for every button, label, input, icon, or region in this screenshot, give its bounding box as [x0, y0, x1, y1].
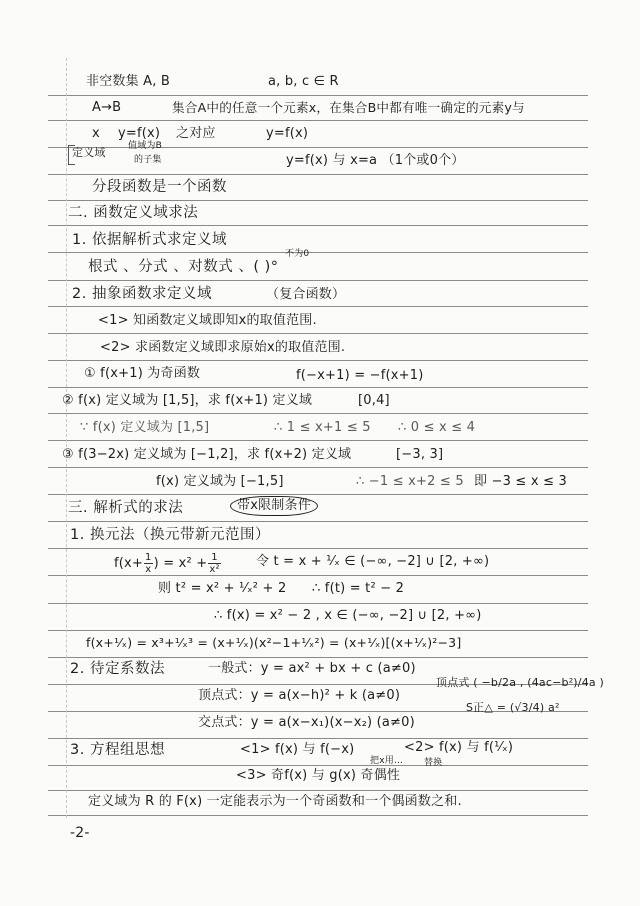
example-two-result: ∴ 0 ≤ x ≤ 4: [398, 420, 476, 435]
odd-even-decomposition: 定义域为 R 的 F(x) 一定能表示为一个奇函数和一个偶函数之和.: [88, 794, 462, 809]
rule-one-text: <1> 知函数定义域即知x的取值范围.: [98, 313, 317, 328]
fraction-one-over-x: $\frac{1}{x}$: [145, 552, 152, 575]
rule-line: [48, 657, 588, 658]
rule-line: [48, 521, 588, 522]
subset-label: 的子集: [134, 155, 162, 165]
piecewise-note: 分段函数是一个函数: [92, 179, 227, 195]
rule-line: [48, 494, 588, 495]
fx-result: ∴ f(x) = x² − 2 , x ∈ (−∞, −2] ∪ [2, +∞): [214, 608, 482, 623]
substitution-equation: [114, 552, 222, 575]
rule-line: [48, 467, 588, 468]
nonempty-sets-text: 非空数集 A, B: [86, 74, 171, 89]
example-three-answer: [−3, 3]: [396, 447, 444, 462]
general-form: 一般式：y = ax² + bx + c (a≠0): [208, 661, 416, 676]
range-label: 值域为B: [128, 141, 162, 151]
function-notation: y=f(x): [118, 126, 161, 141]
example-three-text: ③ f(3−2x) 定义域为 [−1,2]，求 f(x+2) 定义域: [62, 447, 352, 462]
real-constants-text: a, b, c ∈ R: [268, 74, 339, 89]
rule-line: [48, 413, 588, 414]
function-definition-text: 集合A中的任意一个元素x，在集合B中都有唯一确定的元素y与: [172, 100, 525, 115]
rule-line: [48, 280, 588, 281]
domain-sources-text: 根式 、分式 、对数式 、( )°: [88, 259, 279, 275]
mapping-label: A→B: [92, 100, 122, 115]
rule-line: [48, 200, 588, 201]
substitution-heading: 1. 换元法（换元带新元范围）: [70, 527, 270, 543]
fraction-one-over-x-squared: $\frac{1}{\text{x²}}$: [209, 552, 220, 575]
triangle-area-formula: S正△ = (√3/4) a²: [466, 701, 560, 714]
example-three-given: f(x) 定义域为 [−1,5]: [156, 474, 284, 489]
rule-line: [48, 603, 588, 604]
rule-line: [48, 120, 588, 121]
rule-line: [48, 306, 588, 307]
cube-identity: f(x+¹⁄ₓ) = x³+¹⁄ₓ³ = (x+¹⁄ₓ)(x²−1+¹⁄ₓ²) = (x+¹⁄ₓ)[(x+¹⁄ₓ)²−3]: [86, 635, 462, 650]
system-case-two: <2> f(x) 与 f(¹⁄ₓ): [404, 740, 514, 755]
system-case-one: <1> f(x) 与 f(−x): [240, 742, 355, 757]
substitution-lhs: f(x+: [114, 556, 144, 571]
section-three-heading: 三. 解析式的求法: [68, 500, 184, 516]
method-two-heading: 2. 抽象函数求定义域: [72, 286, 212, 302]
rule-line: [48, 765, 588, 766]
rule-line: [48, 575, 588, 576]
example-one-text: ① f(x+1) 为奇函数: [84, 366, 201, 381]
odd-function-equation: f(−x+1) = −f(x+1): [296, 368, 424, 383]
ft-expression: ∴ f(t) = t² − 2: [312, 581, 405, 596]
example-two-text: ② f(x) 定义域为 [1,5]，求 f(x+1) 定义域: [62, 393, 313, 408]
rule-line: [48, 738, 588, 739]
rule-line: [48, 630, 588, 631]
substitution-rhs: ) = x² +: [153, 556, 208, 571]
page-number: -2-: [70, 825, 90, 841]
rule-line: [48, 95, 588, 96]
margin-line: [66, 58, 67, 818]
nonzero-note: 不为0: [285, 249, 310, 259]
rule-line: [48, 548, 588, 549]
substitute-note: 替换: [424, 758, 443, 768]
example-two-given: ∵ f(x) 定义域为 [1,5]: [80, 420, 210, 435]
example-three-result: 即 −3 ≤ x ≤ 3: [474, 474, 567, 489]
section-two-heading: 二. 函数定义域求法: [68, 205, 199, 221]
rule-line: [48, 440, 588, 441]
composite-note: （复合函数）: [266, 287, 346, 302]
rule-line: [48, 387, 588, 388]
rule-two-text: <2> 求函数定义域即求原始x的取值范围.: [100, 340, 346, 355]
vertex-form: 顶点式：y = a(x−h)² + k (a≠0): [198, 688, 401, 703]
rule-line: [48, 815, 588, 816]
method-one-heading: 1. 依据解析式求定义域: [72, 232, 227, 248]
undetermined-coeff-heading: 2. 待定系数法: [70, 661, 165, 677]
example-two-answer: [0,4]: [358, 393, 390, 408]
rule-line: [48, 252, 588, 253]
domain-label: 定义域: [72, 146, 106, 159]
intersection-count-text: y=f(x) 与 x=a （1个或0个）: [286, 153, 465, 168]
intercept-form: 交点式：y = a(x−x₁)(x−x₂) (a≠0): [198, 715, 415, 730]
variable-x: x: [92, 126, 100, 141]
vertex-coordinates: 顶点式 ( −b/2a , (4ac−b²)/4a ): [436, 676, 605, 689]
example-three-step: ∴ −1 ≤ x+2 ≤ 5: [356, 474, 464, 489]
square-identity: 则 t² = x² + ¹⁄ₓ² + 2: [158, 581, 287, 596]
replace-x-note: 把x用…: [370, 756, 404, 766]
function-notation-right: y=f(x): [266, 126, 309, 141]
system-case-three: <3> 奇f(x) 与 g(x) 奇偶性: [236, 768, 401, 783]
rule-line: [48, 360, 588, 361]
rule-line: [48, 790, 588, 791]
rule-line: [48, 225, 588, 226]
system-equations-heading: 3. 方程组思想: [70, 742, 165, 758]
rule-line: [48, 333, 588, 334]
correspondence-text: 之对应: [176, 126, 216, 141]
substitution-range: 令 t = x + ¹⁄ₓ ∈ (−∞, −2] ∪ [2, +∞): [256, 554, 490, 569]
restriction-note: 带x限制条件: [230, 496, 318, 516]
rule-line: [48, 174, 588, 175]
example-two-step: ∴ 1 ≤ x+1 ≤ 5: [274, 420, 371, 435]
